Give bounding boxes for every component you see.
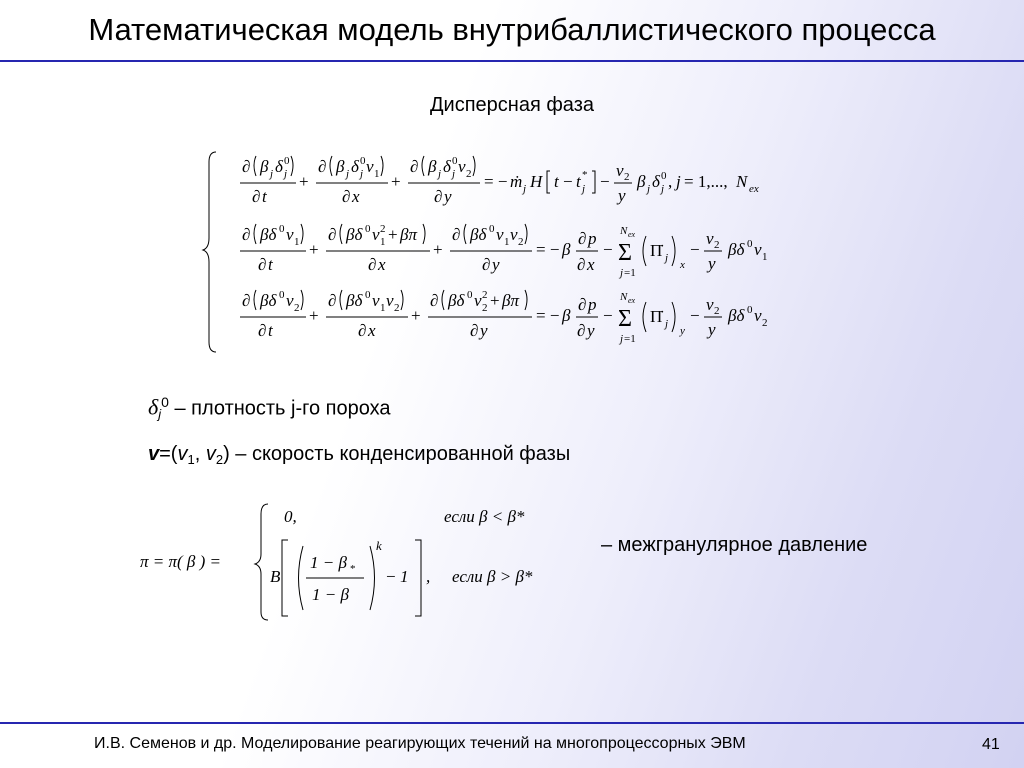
svg-text:j: j [665, 252, 669, 264]
svg-text:j: j [620, 333, 624, 345]
svg-text:−: − [603, 240, 613, 259]
svg-text:β: β [260, 157, 269, 176]
svg-text:∂: ∂ [368, 255, 377, 274]
svg-text:∂: ∂ [470, 321, 479, 340]
svg-text:βδ: βδ [346, 291, 363, 310]
svg-text:j: j [620, 267, 624, 279]
svg-text:∂: ∂ [258, 255, 267, 274]
svg-text:∂: ∂ [577, 321, 586, 340]
velocity-definition [148, 443, 570, 467]
intergranular-pressure-formula [136, 500, 576, 625]
svg-text:0: 0 [360, 155, 366, 167]
svg-text:ex: ex [628, 230, 636, 239]
svg-text:v: v [372, 225, 380, 244]
svg-text:t: t [576, 172, 581, 191]
velocity-v1: v [177, 443, 188, 465]
pressure-case1-condition: если β < β* [444, 507, 525, 526]
svg-text:2: 2 [294, 302, 300, 314]
svg-text:=1: =1 [624, 333, 636, 345]
slide-title: Математическая модель внутрибаллистического процесса [88, 12, 936, 47]
svg-text:j: j [661, 183, 665, 195]
svg-text:+: + [309, 240, 319, 259]
svg-text:0: 0 [284, 155, 290, 167]
svg-text:βπ: βπ [400, 225, 417, 244]
title-divider [0, 60, 1024, 62]
svg-text:2: 2 [380, 223, 386, 235]
velocity-v2: v [205, 443, 216, 465]
svg-text:v: v [706, 229, 714, 248]
svg-text:*: * [582, 169, 588, 181]
svg-text:−: − [386, 567, 396, 586]
svg-text:v: v [366, 157, 374, 176]
velocity-comma: , [194, 443, 206, 465]
svg-text:j: j [360, 168, 364, 180]
svg-text:2: 2 [466, 168, 472, 180]
svg-text:x: x [368, 321, 376, 340]
svg-text:j: j [438, 168, 442, 180]
pressure-case1-value: 0, [284, 507, 297, 526]
svg-text:p: p [588, 229, 597, 248]
svg-text:β: β [562, 240, 571, 259]
svg-text:1: 1 [294, 236, 300, 248]
svg-text:∂: ∂ [242, 291, 251, 310]
svg-text:Σ: Σ [618, 240, 632, 266]
svg-text:ex: ex [628, 296, 636, 305]
svg-text:0: 0 [279, 289, 285, 301]
svg-text:0: 0 [661, 170, 667, 182]
svg-text:0: 0 [365, 289, 371, 301]
density-symbol: δ [148, 394, 159, 420]
svg-text:j: j [647, 183, 651, 195]
svg-text:βπ: βπ [502, 291, 519, 310]
svg-text:ex: ex [749, 183, 759, 195]
svg-text:j: j [284, 168, 288, 180]
svg-text:1: 1 [380, 302, 386, 314]
svg-text:j: j [346, 168, 350, 180]
svg-text:+: + [391, 172, 401, 191]
svg-text:N: N [620, 291, 628, 303]
svg-text:=1: =1 [624, 267, 636, 279]
svg-text:1 − β: 1 − β [310, 553, 347, 572]
velocity-sub2: 2 [215, 452, 224, 467]
dispersed-phase-equation-system [200, 146, 820, 356]
svg-text:t: t [262, 187, 267, 206]
svg-text:1: 1 [400, 567, 409, 586]
svg-text:0: 0 [747, 304, 753, 316]
svg-text:δ: δ [275, 157, 283, 176]
svg-text:∂: ∂ [430, 291, 439, 310]
svg-text:x: x [378, 255, 386, 274]
svg-text:∂: ∂ [252, 187, 261, 206]
svg-text:−: − [600, 172, 610, 191]
svg-text:0: 0 [489, 223, 495, 235]
density-subscript: j [158, 406, 162, 422]
svg-text:N: N [620, 225, 628, 237]
density-text: – плотность j-го пороха [174, 397, 391, 420]
svg-text:β: β [428, 157, 437, 176]
svg-text:v: v [386, 291, 394, 310]
svg-text:0: 0 [452, 155, 458, 167]
svg-text:βδ: βδ [346, 225, 363, 244]
svg-text:y: y [587, 321, 595, 340]
svg-text:βδ: βδ [728, 306, 745, 325]
svg-text:δ: δ [652, 172, 660, 191]
svg-text:1: 1 [374, 168, 380, 180]
svg-text:0: 0 [467, 289, 473, 301]
svg-text:β: β [336, 157, 345, 176]
svg-text:B: B [270, 567, 281, 586]
svg-text:ṁ: ṁ [510, 172, 523, 191]
svg-text:j: j [582, 183, 586, 195]
svg-text:v: v [458, 157, 466, 176]
svg-text:t: t [268, 255, 273, 274]
svg-text:∂: ∂ [577, 255, 586, 274]
svg-text:∂: ∂ [410, 157, 419, 176]
svg-text:βδ: βδ [470, 225, 487, 244]
svg-text:+: + [433, 240, 443, 259]
svg-text:0: 0 [747, 238, 753, 250]
svg-text:v: v [706, 295, 714, 314]
svg-text:∂: ∂ [482, 255, 491, 274]
svg-text:+: + [388, 225, 398, 244]
svg-text:x: x [352, 187, 360, 206]
svg-text:y: y [708, 254, 716, 273]
svg-text:1: 1 [762, 251, 768, 263]
svg-text:= −: = − [536, 240, 560, 259]
footer-citation: И.В. Семенов и др. Моделирование реагирующих течений на многопроцессорных ЭВМ [94, 735, 746, 752]
svg-text:= 1,...,: = 1,..., [684, 172, 728, 191]
svg-text:Π̇: Π̇ [650, 241, 663, 260]
svg-text:v: v [372, 291, 380, 310]
svg-text:∂: ∂ [578, 295, 587, 314]
svg-text:2: 2 [482, 302, 488, 314]
svg-text:∂: ∂ [328, 291, 337, 310]
pressure-lhs: π = π( β ) = [140, 552, 222, 571]
svg-text:2: 2 [394, 302, 400, 314]
footer-divider [0, 722, 1024, 724]
svg-text:1: 1 [504, 236, 510, 248]
svg-text:+: + [411, 306, 421, 325]
svg-text:,: , [668, 172, 673, 191]
svg-text:∂: ∂ [358, 321, 367, 340]
svg-text:∂: ∂ [342, 187, 351, 206]
svg-text:1: 1 [380, 236, 386, 248]
svg-text:y: y [444, 187, 452, 206]
svg-text:t: t [268, 321, 273, 340]
svg-text:−: − [603, 306, 613, 325]
svg-text:βδ: βδ [728, 240, 745, 259]
svg-text:δ: δ [443, 157, 451, 176]
svg-text:= −: = − [484, 172, 508, 191]
svg-text:β: β [637, 172, 646, 191]
density-superscript: 0 [161, 394, 169, 410]
svg-text:δ: δ [351, 157, 359, 176]
svg-text:∂: ∂ [242, 157, 251, 176]
svg-text:v: v [474, 291, 482, 310]
svg-text:−: − [563, 172, 573, 191]
velocity-sub1: 1 [187, 452, 195, 467]
svg-text:2: 2 [714, 305, 720, 317]
svg-text:1 − β: 1 − β [312, 585, 349, 604]
svg-text:j: j [270, 168, 274, 180]
svg-text:∂: ∂ [258, 321, 267, 340]
svg-text:∂: ∂ [452, 225, 461, 244]
svg-text:0: 0 [365, 223, 371, 235]
svg-text:y: y [708, 320, 716, 339]
svg-text:+: + [299, 172, 309, 191]
svg-text:,: , [426, 567, 431, 586]
pressure-label: – межгранулярное давление [601, 534, 868, 556]
svg-text:βδ: βδ [260, 225, 277, 244]
svg-text:H: H [530, 172, 543, 191]
svg-text:∂: ∂ [434, 187, 443, 206]
svg-text:v: v [496, 225, 504, 244]
svg-text:0: 0 [279, 223, 285, 235]
svg-text:v: v [754, 240, 762, 259]
svg-text:x: x [680, 259, 685, 271]
svg-text:∂: ∂ [578, 229, 587, 248]
section-subtitle: Дисперсная фаза [430, 94, 594, 116]
velocity-symbol: v [148, 443, 160, 465]
svg-text:2: 2 [624, 171, 630, 183]
svg-text:t: t [554, 172, 559, 191]
svg-text:v: v [510, 225, 518, 244]
svg-text:v: v [754, 306, 762, 325]
svg-text:p: p [588, 295, 597, 314]
svg-text:*: * [350, 563, 356, 575]
svg-text:∂: ∂ [242, 225, 251, 244]
svg-text:2: 2 [714, 239, 720, 251]
svg-text:v: v [286, 291, 294, 310]
svg-text:j: j [452, 168, 456, 180]
density-definition [148, 394, 391, 422]
svg-text:y: y [480, 321, 488, 340]
velocity-text: ) – скорость конденсированной фазы [223, 443, 571, 465]
velocity-eq: =( [159, 443, 178, 465]
svg-text:2: 2 [518, 236, 524, 248]
svg-text:j: j [523, 183, 527, 195]
svg-text:Π̇: Π̇ [650, 307, 663, 326]
svg-text:+: + [490, 291, 500, 310]
svg-text:= −: = − [536, 306, 560, 325]
svg-text:j: j [676, 172, 681, 191]
svg-text:+: + [309, 306, 319, 325]
svg-text:2: 2 [762, 317, 768, 329]
svg-text:k: k [376, 538, 382, 553]
pressure-case2-condition: если β > β* [452, 567, 533, 586]
svg-text:β: β [562, 306, 571, 325]
svg-text:j: j [665, 318, 669, 330]
page-number: 41 [982, 736, 1000, 753]
svg-text:v: v [616, 161, 624, 180]
svg-text:βδ: βδ [448, 291, 465, 310]
svg-text:∂: ∂ [318, 157, 327, 176]
svg-text:2: 2 [482, 289, 488, 301]
svg-text:Σ: Σ [618, 306, 632, 332]
svg-text:x: x [587, 255, 595, 274]
svg-text:−: − [690, 306, 700, 325]
svg-text:y: y [492, 255, 500, 274]
svg-text:βδ: βδ [260, 291, 277, 310]
svg-text:−: − [690, 240, 700, 259]
svg-text:y: y [680, 325, 685, 337]
svg-text:y: y [618, 186, 626, 205]
svg-text:N: N [736, 172, 748, 191]
svg-text:v: v [286, 225, 294, 244]
svg-text:∂: ∂ [328, 225, 337, 244]
